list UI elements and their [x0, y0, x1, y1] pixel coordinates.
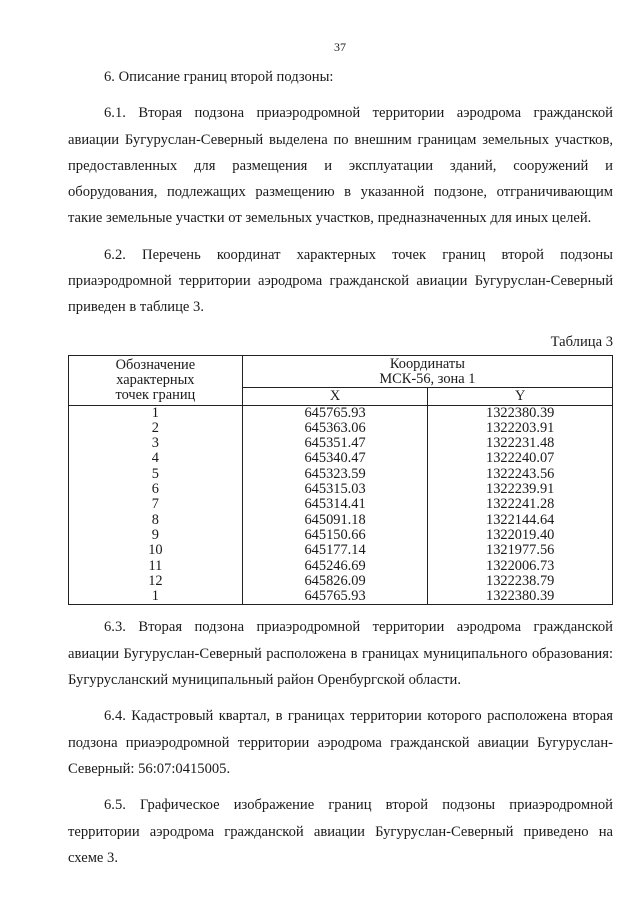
paragraph-6-3: 6.3. Вторая подзона приаэродромной территории аэродрома гражданской авиации Бугуруслан-Северный расположена в границах муниципального образования: Бугурусланский муниципальный район Оренбургской области. [68, 619, 613, 689]
page-number: 37 [334, 40, 346, 54]
cell-y: 1322380.39 [428, 405, 613, 421]
header-point-text: Обозначение характерных точек границ [115, 356, 196, 404]
table-body [69, 405, 613, 605]
cell-x: 645323.59 [242, 467, 428, 482]
cell-y: 1322380.39 [428, 589, 613, 605]
table-row [69, 559, 613, 574]
cell-point: 11 [69, 559, 243, 574]
cell-x: 645826.09 [242, 574, 428, 589]
table-row [69, 421, 613, 436]
cell-x: 645363.06 [242, 421, 428, 436]
cell-x: 645765.93 [242, 405, 428, 421]
header-coordinates-text: Координаты МСК-56, зона 1 [379, 355, 476, 387]
cell-point: 6 [69, 482, 243, 497]
paragraph-6-4: 6.4. Кадастровый квартал, в границах территории которого расположена вторая подзона приаэродромной территории аэродрома гражданской авиации Бугуруслан-Северный: 56:07:0415005. [68, 708, 613, 777]
document-body [68, 64, 613, 881]
cell-y: 1322144.64 [428, 513, 613, 528]
cell-x: 645246.69 [242, 559, 428, 574]
table-row [69, 451, 613, 466]
cell-y: 1322231.48 [428, 436, 613, 451]
cell-point: 9 [69, 528, 243, 543]
cell-point: 2 [69, 421, 243, 436]
paragraph-6-5: 6.5. Графическое изображение границ второй подзоны приаэродромной территории аэродрома гражданской авиации Бугуруслан-Северный приведено на схеме 3. [68, 797, 613, 866]
table-row [69, 543, 613, 558]
cell-point: 7 [69, 497, 243, 512]
cell-y: 1322006.73 [428, 559, 613, 574]
cell-y: 1322203.91 [428, 421, 613, 436]
cell-x: 645315.03 [242, 482, 428, 497]
coordinates-table [68, 355, 613, 606]
cell-y: 1322241.28 [428, 497, 613, 512]
cell-point: 10 [69, 543, 243, 558]
table-row [69, 574, 613, 589]
header-x: X [242, 388, 428, 405]
header-coordinates [242, 355, 612, 388]
cell-point: 5 [69, 467, 243, 482]
paragraph-6-2: 6.2. Перечень координат характерных точек границ второй подзоны приаэродромной территории аэродрома гражданской авиации Бугуруслан-Северный приведен в таблице 3. [68, 246, 613, 316]
cell-x: 645351.47 [242, 436, 428, 451]
section-heading: 6. Описание границ второй подзоны: [104, 69, 334, 85]
table-row [69, 497, 613, 512]
table-row [69, 528, 613, 543]
cell-y: 1322239.91 [428, 482, 613, 497]
cell-y: 1322019.40 [428, 528, 613, 543]
cell-y: 1322243.56 [428, 467, 613, 482]
cell-point: 4 [69, 451, 243, 466]
cell-x: 645091.18 [242, 513, 428, 528]
table-row [69, 436, 613, 451]
cell-x: 645314.41 [242, 497, 428, 512]
cell-x: 645177.14 [242, 543, 428, 558]
table-row [69, 513, 613, 528]
cell-point: 12 [69, 574, 243, 589]
cell-x: 645340.47 [242, 451, 428, 466]
header-y: Y [428, 388, 613, 405]
cell-y: 1321977.56 [428, 543, 613, 558]
paragraph-6-1: 6.1. Вторая подзона приаэродромной территории аэродрома гражданской авиации Бугуруслан-Северный выделена по внешним границам земельных участков, предоставленных для размещения и эксплуатации зданий, сооружений и оборудования, подлежащих размещению в указанной подзоне, отграничивающим такие земельные участки от земельных участков, предназначенных для иных целей. [68, 105, 613, 227]
cell-point: 1 [69, 405, 243, 421]
table-row [69, 482, 613, 497]
table-row [69, 467, 613, 482]
cell-x: 645150.66 [242, 528, 428, 543]
table-row [69, 405, 613, 421]
cell-x: 645765.93 [242, 589, 428, 605]
cell-y: 1322238.79 [428, 574, 613, 589]
table-caption: Таблица 3 [550, 333, 613, 350]
header-point-designation [69, 355, 243, 405]
cell-point: 8 [69, 513, 243, 528]
cell-point: 1 [69, 589, 243, 605]
cell-y: 1322240.07 [428, 451, 613, 466]
table-row [69, 589, 613, 605]
cell-point: 3 [69, 436, 243, 451]
